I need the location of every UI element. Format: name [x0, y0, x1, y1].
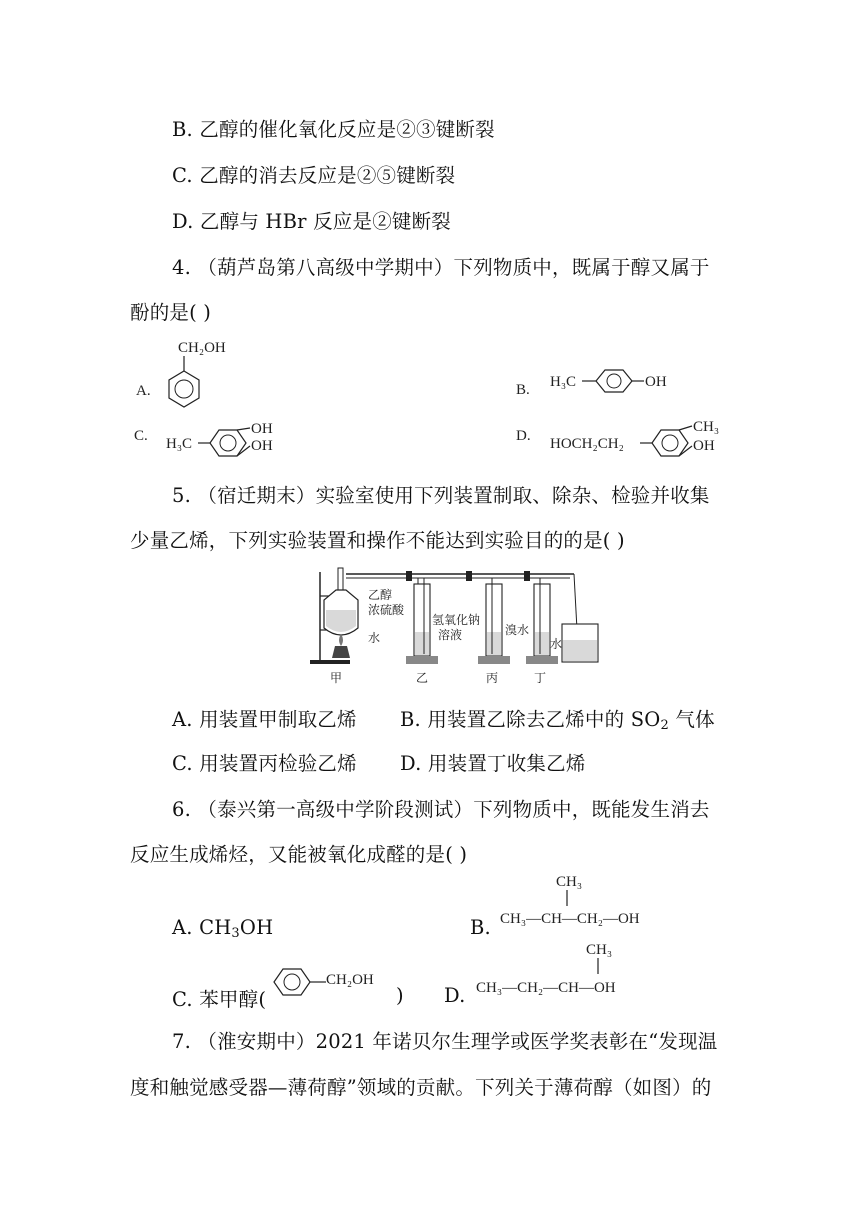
- q5-option-c: C. 用装置丙检验乙烯: [172, 752, 357, 775]
- q4-option-c-structure: [130, 416, 300, 462]
- label-water-2: 水: [550, 637, 563, 651]
- q4-a-label: A.: [136, 383, 151, 399]
- q4-b-label: B.: [516, 382, 530, 398]
- q6-option-c: C. 苯甲醇(: [172, 988, 267, 1011]
- label-solution: 溶液: [438, 628, 463, 642]
- question-7-line2: 度和触觉感受器—薄荷醇”领域的贡献。下列关于薄荷醇（如图）的: [130, 1076, 712, 1099]
- q4-c-oh2: OH: [251, 438, 273, 454]
- question-5-line1: 5. （宿迁期末）实验室使用下列装置制取、除杂、检验并收集: [172, 484, 710, 507]
- ethylene-apparatus-diagram: [302, 558, 602, 688]
- benzene-ring: [169, 371, 199, 407]
- label-ethanol: 乙醇: [368, 588, 393, 602]
- q6-b-top: CH₃: [556, 874, 583, 890]
- question-6-line1: 6. （泰兴第一高级中学阶段测试）下列物质中，既能发生消去: [172, 798, 710, 821]
- label-bing: 丙: [486, 671, 499, 685]
- q4-c-label: C.: [134, 428, 148, 444]
- q5-option-a: A. 用装置甲制取乙烯: [172, 708, 357, 731]
- question-4-line2: 酚的是( ): [130, 301, 212, 324]
- label-yi: 乙: [416, 671, 429, 685]
- option-3b: B. 乙醇的催化氧化反应是②③键断裂: [172, 118, 495, 141]
- question-4-line1: 4. （葫芦岛第八高级中学期中）下列物质中，既属于醇又属于: [172, 256, 710, 279]
- q4-d-left: HOCH₂CH₂: [550, 436, 624, 452]
- label-water-1: 水: [368, 631, 381, 645]
- q4-d-oh: OH: [693, 438, 715, 454]
- q6-option-b-structure: [496, 868, 706, 934]
- alcohol-burner: [332, 646, 350, 658]
- label-jia: 甲: [330, 671, 343, 685]
- q5-option-d: D. 用装置丁收集乙烯: [400, 752, 586, 775]
- q6-option-c-close: ): [396, 984, 404, 1007]
- benzene-ring: [596, 370, 632, 392]
- q4-b-left: H₃C: [550, 374, 577, 390]
- benzene-ring: [274, 969, 310, 995]
- q6-option-d-label: D.: [444, 984, 466, 1007]
- q4-c-oh1: OH: [251, 421, 273, 437]
- q6-b-chain: CH₃—CH—CH₂—OH: [500, 911, 640, 927]
- q4-option-b-structure: [512, 360, 692, 410]
- q4-option-d-structure: [512, 416, 752, 462]
- label-naoh: 氢氧化钠: [432, 613, 481, 627]
- q6-c-group: CH₂OH: [326, 972, 374, 988]
- q6-option-b-label: B.: [470, 916, 491, 939]
- q4-d-label: D.: [516, 428, 531, 444]
- q5-option-b: B. 用装置乙除去乙烯中的 $SO_2$ 气体: [400, 708, 715, 733]
- label-sulfuric-acid: 浓硫酸: [368, 603, 405, 617]
- q6-option-d-structure: [472, 936, 692, 1002]
- option-3d: D. 乙醇与 HBr 反应是②键断裂: [172, 210, 451, 233]
- q4-b-right: OH: [645, 374, 667, 390]
- question-6-line2: 反应生成烯烃，又能被氧化成醛的是( ): [130, 843, 468, 866]
- q4-a-group: CH₂OH: [178, 340, 226, 356]
- q6-d-chain: CH₃—CH₂—CH—OH: [476, 980, 616, 996]
- benzene-ring: [210, 430, 246, 456]
- q4-d-ch3: CH₃: [693, 419, 720, 435]
- question-5-line2: 少量乙烯，下列实验装置和操作不能达到实验目的的是( ): [130, 529, 625, 552]
- q4-c-left: H₃C: [166, 436, 193, 452]
- label-ding: 丁: [534, 671, 547, 685]
- q6-option-c-structure: [268, 960, 402, 1004]
- question-7-line1: 7. （淮安期中）2021 年诺贝尔生理学或医学奖表彰在“发现温: [172, 1030, 718, 1053]
- option-3c: C. 乙醇的消去反应是②⑤键断裂: [172, 164, 456, 187]
- q6-option-a: A. $CH_3OH$: [172, 916, 274, 941]
- benzene-ring: [652, 430, 688, 456]
- q6-d-top: CH₃: [586, 942, 613, 958]
- q4-option-a-structure: [128, 335, 248, 415]
- label-bromine-water: 溴水: [505, 623, 530, 637]
